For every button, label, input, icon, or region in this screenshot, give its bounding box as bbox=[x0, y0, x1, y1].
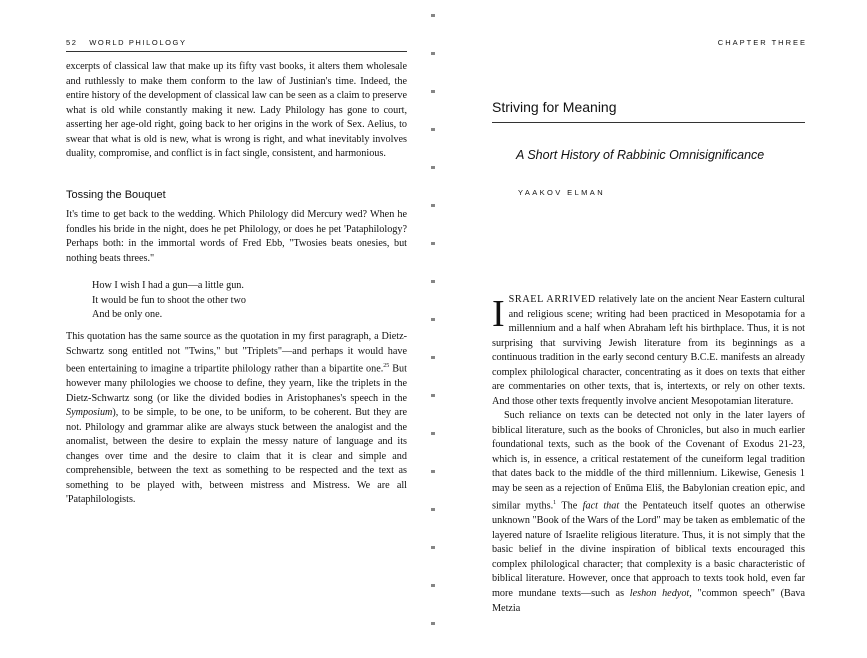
paragraph-text: excerpts of classical law that make up its fifty vast books, it alters them wholesale and ruthlessly to make them conform to the law of Justinian's time. Indeed, the entire history of the development of classical law can be seen as a claim to preserve what is old while constantly making it new. Lady Philology has gone to court, asserting her age-old right, going back to her origins in the work of Sex. Aelius, to swear that what is old is new, what is wrong is right, and what inevitably involves duality, compromise, and conflict is in fact single, consistent, and harmonious. bbox=[66, 61, 407, 160]
section-heading: Tossing the Bouquet bbox=[66, 189, 166, 201]
running-head-title: WORLD PHILOLOGY bbox=[89, 38, 187, 47]
verse-line: And be only one. bbox=[92, 309, 163, 320]
running-head-left bbox=[66, 38, 187, 47]
paragraph-reliance bbox=[492, 409, 805, 616]
footnote-marker: 1 bbox=[553, 500, 557, 507]
text-run: relatively late on the ancient Near Eastern cultural and religious scene; writing had been practiced in Mesopotamia for a millennium and a half when Abraham left his birthplace. Thus, it is not surprising that surviving Jewish literature from its beginnings as a continuous tradition in the early second century B.C.E. manifests an already complex philological character, concentrating as it does on texts that either are commentaries on other texts, that is, intertexts, or rely on other texts. And those other texts frequently involve ancient Mesopotamian literature. bbox=[492, 294, 805, 407]
footnote-marker: 25 bbox=[383, 363, 390, 370]
right-page bbox=[433, 0, 867, 658]
italic-title: Symposium bbox=[66, 407, 113, 419]
text-run: , "common speech" (Bava Metzia bbox=[492, 587, 805, 614]
left-page bbox=[0, 0, 433, 658]
paragraph-wedding bbox=[66, 208, 407, 266]
italic-phrase: leshon hedyot bbox=[629, 587, 690, 599]
text-run: the Pentateuch itself quotes an otherwise unknown "Book of the Wars of the Lord" may be taken as emblematic of the layered nature of Israelite religious literature. Thus, it is not simply that the basic belief in the divine inspiration of biblical texts encouraged this complex philological character; that complexity is a basic characteristic of biblical literature. However, once that approach to texts took hold, even far more mundane texts—such as bbox=[492, 500, 806, 599]
opening-small-caps: SRAEL ARRIVED bbox=[508, 294, 596, 305]
text-run: But however many philologies we choose to define, they yearn, like the triplets in the Dietz-Schwartz song (or like the divided bodies in Aristophanes's speech in the bbox=[66, 363, 407, 404]
page-number: 52 bbox=[66, 38, 78, 47]
header-rule bbox=[66, 51, 407, 52]
chapter-title: Striving for Meaning bbox=[492, 99, 617, 115]
running-head-right: CHAPTER THREE bbox=[717, 38, 807, 47]
paragraph-opening bbox=[492, 293, 805, 409]
italic-phrase: fact that bbox=[582, 500, 620, 512]
verse-line: How I wish I had a gun—a little gun. bbox=[92, 280, 244, 291]
text-run: Such reliance on texts can be detected not only in the later layers of biblical literature, such as the books of Chronicles, but also in much earlier foundational texts, such as the book of the Covenant of Exodus 21-23, which is, in essence, a critical restatement of the cuneiform legal tradition that dates back to the middle of the third millennium. Likewise, Genesis 1 may be seen as a rejection of Enūma Eliš, the Babylonian creation epic, and similar myths. bbox=[492, 410, 805, 512]
text-run: This quotation has the same source as the quotation in my first paragraph, a Dietz-Schwartz song entitled not "Twins," but "Triplets"—and perhaps it would have been entertaining to imagine a tripartite philology rather than a bipartite one. bbox=[66, 331, 407, 375]
title-rule bbox=[492, 122, 805, 123]
text-run: The bbox=[556, 500, 583, 512]
verse-quotation bbox=[92, 279, 246, 323]
author-name: YAAKOV ELMAN bbox=[518, 188, 606, 197]
paragraph-text: It's time to get back to the wedding. Which Philology did Mercury wed? When he fondles his bride in the night, does he pet Philology, or does he pet 'Pataphilology? Perhaps both: in the immortal words of Fred Ebb, "Twosies beats onesies, but nothing beats threes." bbox=[66, 209, 407, 264]
verse-line: It would be fun to shoot the other two bbox=[92, 294, 246, 306]
text-run: ), to be simple, to be one, to be uniform, to be coherent. But they are not. Philology and grammar alike are always stuck between the analogist and the anomalist, between the desire to explain the messy nature of language and its changes over time and the desire to claim that it is clear and simple and comprehensible, between the text as something to be respected and the text as something to be played with, between mistress and Mistress. We are all 'Pataphilologists. bbox=[66, 407, 407, 506]
paragraph-classical-law bbox=[66, 60, 407, 162]
paragraph-triplets bbox=[66, 330, 407, 508]
chapter-subtitle: A Short History of Rabbinic Omnisignificance bbox=[516, 148, 765, 162]
drop-cap: I bbox=[492, 293, 505, 335]
